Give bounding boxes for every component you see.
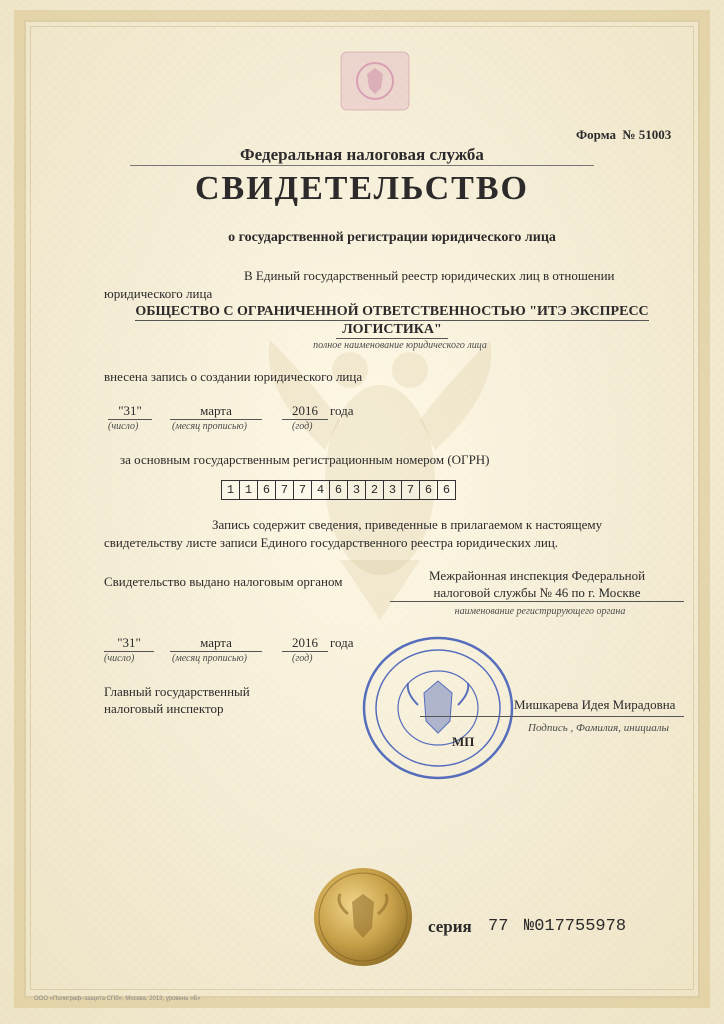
issue-day: "31"	[104, 635, 154, 652]
authority-name: Федеральная налоговая служба	[130, 145, 594, 166]
issue-year: 2016	[282, 635, 328, 652]
series-number: 77	[488, 917, 509, 936]
record-day-caption: (число)	[108, 421, 139, 432]
issue-day-caption: (число)	[104, 653, 135, 664]
issue-year-suffix: года	[330, 635, 354, 650]
ogrn-number	[222, 480, 456, 500]
inspector-title-line2: налоговый инспектор	[104, 701, 224, 716]
document-title: СВИДЕТЕЛЬСТВО	[195, 170, 529, 207]
ogrn-digit: 6	[329, 480, 348, 500]
company-name	[104, 303, 680, 339]
intro-text-line1: В Единый государственный реестр юридических лиц в отношении	[244, 268, 615, 283]
intro-text-line2: юридического лица	[104, 286, 213, 301]
issuer-name-line1: Межрайонная инспекция Федеральной	[428, 568, 646, 583]
signature-line	[420, 716, 684, 717]
issue-year-caption: (год)	[292, 653, 313, 664]
inspector-caption: Подпись , Фамилия, инициалы	[528, 722, 669, 734]
issue-month: марта	[170, 635, 262, 652]
ogrn-digit: 2	[365, 480, 384, 500]
record-year: 2016	[282, 403, 328, 420]
issued-by-label: Свидетельство выдано налоговым органом	[104, 574, 343, 589]
inspector-name: Мишкарева Идея Мирадовна	[514, 697, 676, 712]
ogrn-digit: 7	[401, 480, 420, 500]
record-contents-line1: Запись содержит сведения, приведенные в прилагаемом к настоящему	[212, 517, 603, 532]
gold-seal-icon	[312, 866, 414, 968]
company-name-caption: полное наименование юридического лица	[313, 340, 487, 351]
ogrn-digit: 1	[239, 480, 258, 500]
ogrn-digit: 4	[311, 480, 330, 500]
issuer-name	[390, 567, 684, 602]
issuer-name-line2: налоговой службы № 46 по г. Москве	[390, 584, 684, 602]
issue-month-caption: (месяц прописью)	[172, 653, 247, 664]
inspector-title-line1: Главный государственный	[104, 684, 250, 699]
ogrn-digit: 7	[275, 480, 294, 500]
ogrn-digit: 1	[221, 480, 240, 500]
mp-label: МП	[452, 734, 475, 749]
record-year-caption: (год)	[292, 421, 313, 432]
document-subtitle: о государственной регистрации юридического лица	[228, 230, 556, 245]
ogrn-digit: 3	[383, 480, 402, 500]
ogrn-digit: 6	[419, 480, 438, 500]
inspector-title	[104, 683, 250, 717]
ogrn-digit: 3	[347, 480, 366, 500]
record-year-suffix: года	[330, 403, 354, 418]
ogrn-digit: 6	[257, 480, 276, 500]
form-number: Форма № 51003	[576, 127, 672, 142]
record-month-caption: (месяц прописью)	[172, 421, 247, 432]
printer-note: ООО «Полиграф–защита СПб», Москва, 2013, уровень «Б»	[34, 996, 201, 1002]
company-name-line2: ЛОГИСТИКА"	[336, 321, 448, 339]
company-name-line1: ОБЩЕСТВО С ОГРАНИЧЕННОЙ ОТВЕТСТВЕННОСТЬЮ "ИТЭ ЭКСПРЕСС	[135, 304, 649, 319]
serial-number: №017755978	[524, 917, 627, 936]
record-contents-line2: свидетельству листе записи Единого государственного реестра юридических лиц.	[104, 535, 559, 550]
issuer-caption: наименование регистрирующего органа	[454, 606, 626, 617]
record-text: внесена запись о создании юридического лица	[104, 369, 363, 384]
ogrn-digit: 6	[437, 480, 456, 500]
top-emblem-icon	[337, 48, 413, 114]
record-day: "31"	[108, 403, 152, 420]
ogrn-label: за основным государственным регистрационным номером (ОГРН)	[120, 452, 490, 467]
series-label: серия	[428, 917, 472, 936]
ogrn-digit: 7	[293, 480, 312, 500]
record-month: марта	[170, 403, 262, 420]
tax-service-stamp	[358, 633, 518, 783]
